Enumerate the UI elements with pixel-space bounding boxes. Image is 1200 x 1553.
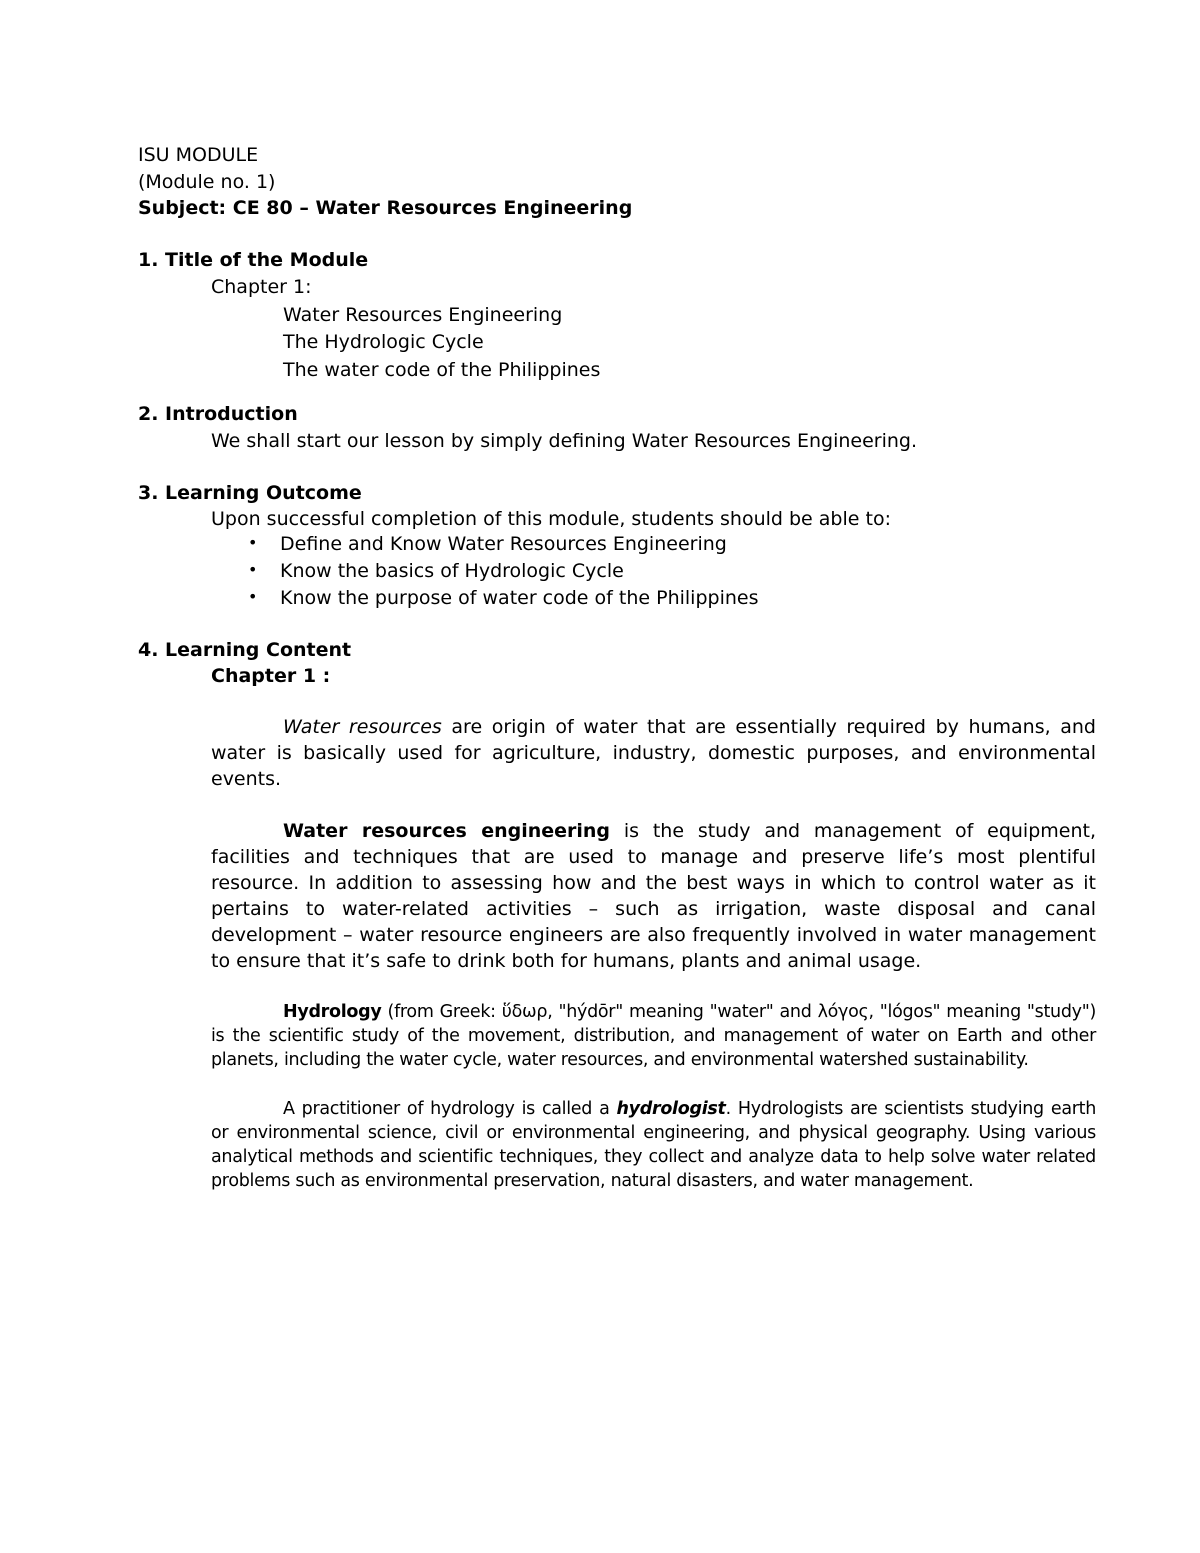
topic-item: The Hydrologic Cycle [283, 331, 484, 353]
section-3-heading: 3. Learning Outcome [138, 482, 362, 504]
paragraph-hydrologist [211, 1097, 1096, 1193]
module-number: (Module no. 1) [138, 171, 276, 193]
outcome-item: Define and Know Water Resources Engineering [280, 533, 727, 555]
module-label: ISU MODULE [138, 144, 259, 166]
paragraph-water-resources-engineering [211, 818, 1096, 974]
paragraph-text: (from Greek: ὕδωρ, "hýdōr" meaning "water" and λόγος, "lógos" meaning "study") is the scientific study of the movement, distribution, and management of water on Earth and other planets, including the water cycle, water resources, and environmental watershed sustainability. [211, 1002, 1096, 1070]
section-1-heading: 1. Title of the Module [138, 249, 369, 271]
outcome-item: Know the purpose of water code of the Philippines [280, 587, 759, 609]
outcome-intro: Upon successful completion of this module, students should be able to: [211, 508, 891, 530]
term-hydrologist: hydrologist [616, 1099, 726, 1119]
bullet-icon: • [248, 560, 258, 579]
bullet-icon: • [248, 533, 258, 552]
paragraph-text: A practitioner of hydrology is called a [283, 1099, 617, 1119]
paragraph-text: . Hydrologists are scientists studying earth or environmental science, civil or environmental engineering, and physical geography. Using various analytical methods and scientific techniques, they collect and analyze data to help solve water related problems such as environmental preservation, natural disasters, and water management. [211, 1099, 1096, 1191]
paragraph-text: are origin of water that are essentially required by humans, and water is basically used for agriculture, industry, domestic purposes, and environmental events. [211, 716, 1096, 790]
term-water-resources-engineering: Water resources engineering [283, 820, 611, 842]
paragraph-water-resources [211, 714, 1096, 792]
bullet-icon: • [248, 587, 258, 606]
topic-item: Water Resources Engineering [283, 304, 563, 326]
topic-item: The water code of the Philippines [283, 359, 601, 381]
paragraph-text: is the study and management of equipment, facilities and techniques that are used to manage and preserve life’s most plentiful resource. In addition to assessing how and the best ways in which to control water as it pertains to water-related activities – such as irrigation, waste disposal and canal development – water resource engineers are also frequently involved in water management to ensure that it’s safe to drink both for humans, plants and animal usage. [211, 820, 1096, 972]
outcome-item: Know the basics of Hydrologic Cycle [280, 560, 624, 582]
section-4-heading: 4. Learning Content [138, 639, 352, 661]
section-4-chapter: Chapter 1 : [211, 665, 331, 687]
subject-title: Subject: CE 80 – Water Resources Engineering [138, 197, 633, 219]
introduction-text: We shall start our lesson by simply defining Water Resources Engineering. [211, 430, 918, 452]
section-1-chapter: Chapter 1: [211, 276, 312, 298]
section-2-heading: 2. Introduction [138, 403, 298, 425]
term-water-resources: Water resources [283, 716, 442, 738]
term-hydrology: Hydrology [283, 1002, 382, 1022]
paragraph-hydrology [211, 1000, 1096, 1072]
